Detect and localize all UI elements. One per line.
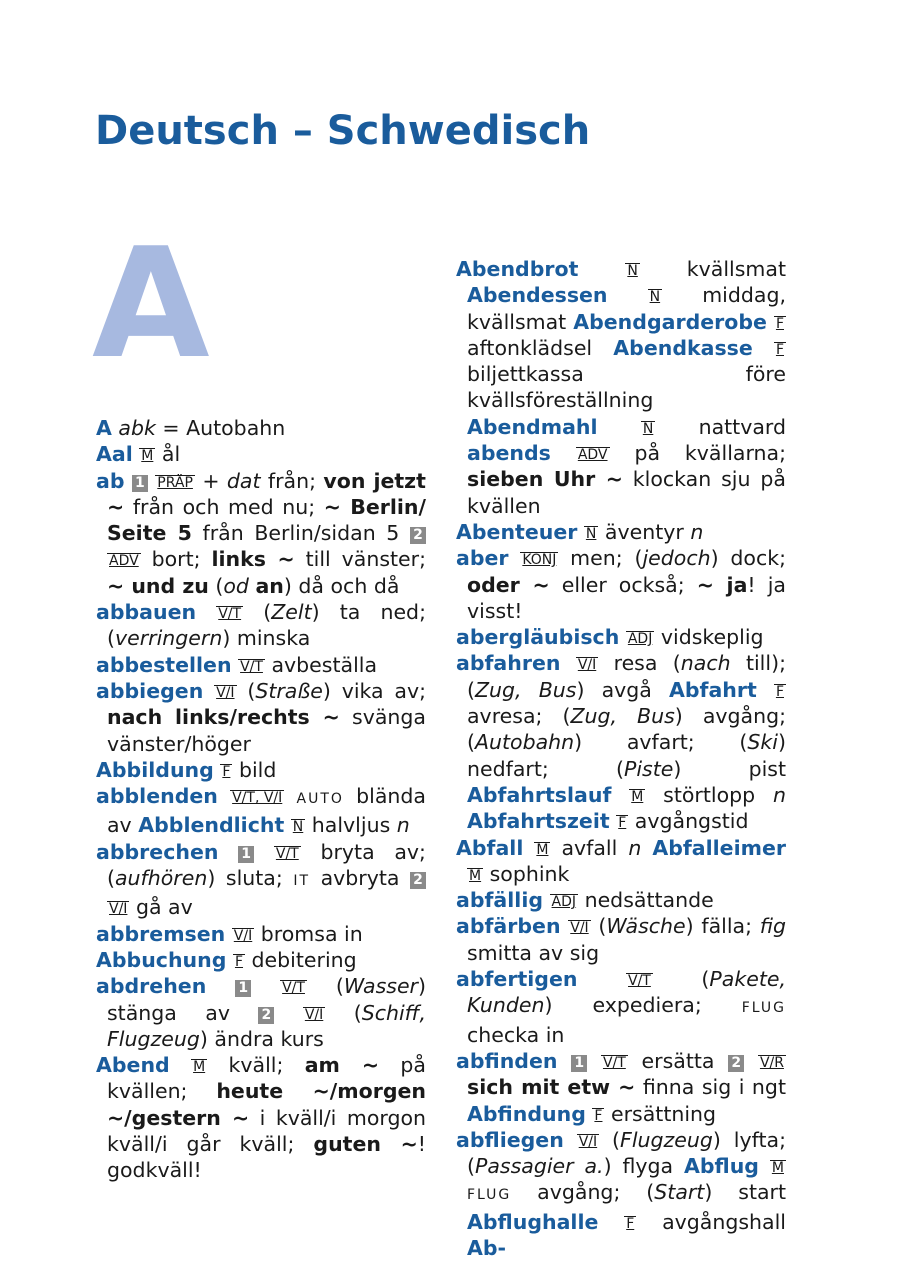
headword: ab [96, 468, 125, 493]
entry-abenteuer [456, 519, 786, 545]
definition: expediera; [592, 993, 702, 1018]
definition: nedsättande [584, 888, 714, 913]
headword: Abfahrtslauf [467, 782, 612, 807]
headword: abbremsen [96, 921, 226, 946]
context: Straße [255, 678, 323, 703]
pos-tag: ADV [109, 553, 139, 570]
sense-number: 2 [410, 527, 426, 544]
definition: på kvällen; [107, 1053, 426, 1104]
usage-label: fig [759, 914, 786, 939]
definition: klockan sju på kvällen [467, 467, 786, 518]
entry-ab [96, 468, 426, 599]
definition: avresa; [467, 704, 543, 729]
headword: abends [467, 441, 551, 466]
definition: sophink [489, 861, 570, 886]
definition: bryta av; [320, 839, 426, 864]
definition: vika av; [341, 678, 426, 703]
definition: ersätta [641, 1048, 715, 1073]
context: Ski [747, 730, 778, 755]
definition: aftonklädsel [467, 335, 593, 360]
headword: A [96, 416, 112, 440]
pos-tag: V/T [602, 1054, 626, 1071]
pos-tag: V/T [240, 658, 263, 675]
gender-note: n [690, 519, 704, 544]
field-label: IT [293, 873, 311, 890]
context: Schiff, Flugzeug [107, 1000, 426, 1051]
definition: fälla; [701, 914, 753, 939]
definition: avgå [601, 677, 652, 702]
headword: Abfall [456, 835, 524, 860]
pos-tag: V/I [577, 657, 597, 674]
phrase: nach links/rechts ~ [107, 705, 340, 730]
headword: Abblendlicht [138, 813, 285, 838]
headword: Abfahrt [669, 677, 757, 702]
sense-number: 2 [410, 872, 426, 889]
entry-abfaellig [456, 887, 786, 913]
headword: Abflughalle [467, 1209, 599, 1234]
definition: ål [161, 442, 181, 467]
definition: kvällsmat [686, 257, 786, 281]
definition: blända av [107, 784, 426, 838]
definition: i kväll/i morgon kväll/i går kväll; [107, 1105, 426, 1157]
headword: abblenden [96, 784, 218, 809]
gender-note: n [773, 782, 786, 807]
phrase: von jetzt ~ [107, 468, 426, 519]
definition: från; [267, 468, 317, 493]
definition: nattvard [698, 414, 786, 439]
definition: smitta av sig [467, 940, 600, 965]
definition: men; [570, 546, 623, 571]
entry-abbremsen [96, 921, 426, 947]
headword: abdrehen [96, 974, 207, 999]
headword: Abendkasse [613, 335, 753, 360]
gender-tag: F [775, 315, 784, 332]
definition: avbryta [320, 866, 400, 891]
definition: middag, kvällsmat [467, 283, 786, 334]
definition: ) då och då [283, 573, 400, 598]
definition: vidskeplig [660, 625, 764, 650]
definition: nedfart; [467, 756, 549, 781]
definition: ersättning [611, 1101, 717, 1126]
phrase: ~ ja [696, 572, 748, 597]
headword: abbestellen [96, 652, 232, 677]
pos-tag: V/I [578, 1133, 598, 1150]
definition: avbeställa [271, 652, 378, 677]
context: jedoch [642, 546, 711, 571]
context: Wäsche [606, 914, 686, 939]
entry-abfaerben: abfärben V/I (Wäsche) fälla; fig smitta av sig [456, 914, 786, 965]
headword: Abflug [683, 1154, 759, 1179]
phrase: an [255, 573, 284, 598]
definition: avgång; [702, 704, 787, 729]
headword-continued: Ab- [467, 1235, 507, 1260]
definition: gå av [135, 895, 193, 920]
entry-aber: aber KONJ men; (jedoch) dock; oder ~ eller också; ~ ja! ja visst! [456, 546, 786, 623]
gender-tag: F [775, 341, 784, 358]
definition: debitering [251, 947, 357, 972]
phrase: am ~ [304, 1053, 380, 1078]
phrase: heute ~/morgen ~/gestern ~ [107, 1079, 426, 1130]
headword: Abendbrot [456, 257, 579, 281]
definition: ! ja visst! [467, 572, 786, 623]
pos-tag: V/T [282, 980, 305, 997]
entry-abfertigen: abfertigen V/T (Pakete, Kunden) expediera; FLUG checka in [456, 967, 786, 1047]
definition: eller också; [561, 572, 685, 597]
definition: ändra kurs [214, 1026, 324, 1051]
sense-number: 2 [728, 1055, 744, 1072]
gender-tag: N [649, 289, 661, 306]
column-right [456, 256, 786, 1261]
entry-abbauen: abbauen V/T (Zelt) ta ned; (verringern) minska [96, 600, 426, 651]
phrase: oder ~ [467, 572, 550, 597]
pos-tag: ADJ [551, 894, 577, 911]
headword: abbauen [96, 600, 197, 625]
gender-tag: M [771, 1160, 784, 1177]
entry-aal [96, 441, 426, 467]
headword: abfärben [456, 914, 561, 939]
gender-tag: F [618, 815, 627, 832]
abbr-label: abk [118, 416, 156, 440]
definition: ta ned; [339, 600, 426, 625]
context: Zug, Bus [570, 704, 675, 729]
gender-tag: M [141, 448, 154, 465]
entry-abfliegen: abfliegen V/I (Flugzeug) lyfta; (Passagier a.) flyga Abflug M FLUG avgång; (Start) start Abflughalle F avgångshall Ab- [456, 1127, 787, 1260]
context: Start [654, 1180, 705, 1205]
phrase: guten ~ [313, 1132, 418, 1157]
entry-abbildung [96, 757, 426, 783]
pos-tag: V/T [275, 845, 299, 862]
pos-tag: ADV [577, 447, 608, 464]
definition: från och med nu; [132, 494, 316, 519]
entry-abendbrot [456, 256, 786, 519]
headword: abfinden [456, 1048, 558, 1073]
definition: avgångshall [662, 1209, 786, 1234]
context: Zug, Bus [475, 677, 577, 702]
context: nach [680, 651, 731, 676]
definition: till vänster; [305, 547, 426, 572]
definition: = Autobahn [162, 416, 286, 440]
definition: lyfta; [733, 1127, 786, 1152]
definition: svänga vänster/höger [107, 705, 426, 756]
phrase: sieben Uhr ~ [467, 467, 623, 492]
phrase: sich mit etw ~ [467, 1075, 636, 1100]
gender-tag: N [627, 263, 638, 279]
pos-tag: PRÄP [157, 474, 193, 491]
pos-tag: V/I [216, 684, 235, 701]
sense-number: 2 [258, 1007, 274, 1024]
text: ( [215, 573, 224, 598]
gender-note: n [628, 835, 642, 860]
definition: kväll; [228, 1053, 284, 1078]
page-title: Deutsch – Schwedisch [95, 108, 591, 154]
gender-tag: F [775, 683, 784, 700]
entry-abbrechen: abbrechen 1 V/T bryta av; (aufhören) sluta; IT avbryta 2 V/I gå av [96, 839, 426, 920]
gender-note: n [396, 813, 410, 838]
gender-tag: M [536, 841, 549, 858]
sense-number: 1 [238, 846, 254, 863]
definition: resa [613, 651, 658, 676]
gender-tag: M [193, 1059, 206, 1076]
phrase: ~ und zu [107, 573, 209, 598]
context: Zelt [271, 600, 312, 625]
headword: abbrechen [96, 839, 219, 864]
entry-abfall [456, 835, 786, 888]
pos-tag: V/T, V/I [232, 790, 283, 807]
field-label: FLUG [741, 1000, 786, 1017]
definition: checka in [467, 1022, 565, 1047]
entry-A [96, 415, 426, 441]
headword: abbiegen [96, 678, 204, 703]
context: Flugzeug [620, 1127, 713, 1152]
definition: till); [745, 651, 786, 676]
headword: abergläubisch [456, 625, 620, 650]
definition: pist [748, 756, 787, 781]
headword: Abendgarderobe [573, 309, 767, 334]
gender-tag: F [222, 763, 231, 780]
text: + [202, 468, 220, 493]
definition: halvljus [311, 813, 391, 838]
headword: Abbuchung [96, 947, 227, 972]
headword: Abend [96, 1053, 170, 1078]
pos-tag: V/I [233, 927, 253, 944]
definition: sluta; [225, 866, 283, 891]
definition: från Berlin/sidan 5 [202, 521, 400, 546]
field-label: AUTO [296, 791, 344, 808]
gender-tag: M [631, 788, 644, 805]
definition: äventyr [604, 519, 684, 544]
definition: på kvällarna; [634, 441, 786, 466]
definition: avgångstid [634, 809, 749, 834]
sense-number: 1 [235, 980, 251, 997]
gender-tag: F [626, 1215, 635, 1232]
pos-tag: V/T [628, 973, 651, 990]
pos-tag: ADJ [627, 631, 653, 648]
definition: avfart; [626, 730, 695, 755]
definition: avgång; [537, 1180, 621, 1205]
sense-number: 1 [132, 475, 148, 492]
pos-tag: V/R [759, 1054, 784, 1071]
context: Passagier a. [475, 1154, 604, 1179]
context: Piste [623, 756, 674, 781]
entry-abfinden [456, 1048, 786, 1127]
section-letter: A [92, 215, 210, 392]
gender-tag: N [585, 525, 597, 542]
headword: abfällig [456, 888, 544, 913]
phrase: ~ Berlin/ Seite 5 [107, 494, 426, 546]
definition: dock; [730, 546, 786, 571]
entry-abbiegen: abbiegen V/I (Straße) vika av; nach links/rechts ~ svänga vänster/höger [96, 678, 426, 756]
headword: abfliegen [456, 1127, 564, 1152]
headword: Abendmahl [467, 414, 598, 439]
definition: bild [238, 757, 277, 782]
context: Wasser [343, 974, 418, 999]
gender-tag: N [642, 420, 654, 437]
definition: avfall [561, 835, 618, 860]
definition: minska [236, 626, 311, 651]
phrase: links ~ [211, 547, 295, 572]
entry-aberglaeubisch [456, 624, 786, 650]
entry-abend [96, 1052, 426, 1183]
column-left [96, 415, 426, 1184]
pos-tag: KONJ [522, 552, 557, 569]
pos-tag: V/I [304, 1006, 324, 1023]
pos-tag: V/T [218, 606, 242, 623]
gender-tag: M [469, 867, 482, 884]
gender-tag: N [292, 819, 304, 836]
gender-tag: F [234, 953, 244, 970]
headword: Abendessen [467, 283, 608, 308]
pos-tag: V/I [109, 901, 128, 918]
entry-abbuchung [96, 947, 426, 973]
definition: finna sig i ngt [642, 1075, 786, 1100]
headword: abfahren [456, 651, 561, 676]
headword: aber [456, 546, 509, 571]
headword: Aal [96, 442, 133, 467]
grammar-note: dat [226, 468, 261, 493]
field-label: FLUG [467, 1187, 512, 1204]
definition: biljettkassa före kvällsföreställning [467, 362, 786, 413]
headword: Abfindung [467, 1101, 586, 1126]
headword: Abfahrtszeit [467, 809, 610, 834]
headword: Abbildung [96, 757, 214, 782]
definition: störtlopp [663, 782, 756, 807]
sense-number: 1 [571, 1055, 587, 1072]
context: Pakete, Kunden [467, 967, 786, 1018]
entry-abblenden [96, 783, 426, 839]
definition: stänga av [107, 1000, 230, 1025]
entry-abfahren: abfahren V/I resa (nach till); (Zug, Bus) avgå Abfahrt F avresa; (Zug, Bus) avgång; (Autobahn) avfart; (Ski) nedfart; (Piste) pist Abfahrtslauf M störtlopp n Abfahrtszeit F avgångstid [456, 651, 787, 834]
context: Autobahn [475, 730, 575, 755]
gender-tag: F [594, 1107, 603, 1124]
pos-tag: V/I [570, 920, 589, 937]
grammar-note: od [223, 573, 249, 598]
headword: Abenteuer [456, 519, 578, 544]
entry-abbestellen [96, 652, 426, 678]
definition: flyga [622, 1154, 674, 1179]
context: aufhören [115, 866, 208, 891]
context: verringern [115, 626, 223, 651]
definition: bort; [151, 547, 201, 572]
headword: abfertigen [456, 967, 578, 992]
definition: ! godkväll! [107, 1132, 426, 1183]
definition: bromsa in [260, 921, 363, 946]
definition: start [738, 1180, 787, 1205]
headword: Abfalleimer [652, 835, 786, 860]
entry-abdrehen: abdrehen 1 V/T (Wasser) stänga av 2 V/I (Schiff, Flugzeug) ändra kurs [96, 974, 426, 1051]
